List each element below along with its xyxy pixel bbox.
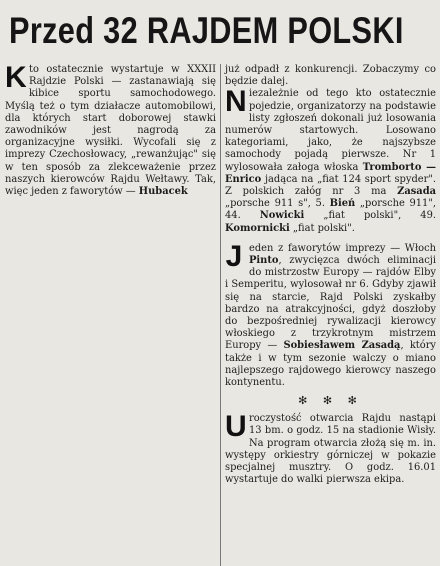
paragraph-3-text-b: , zwycięzca dwóch eliminacji do mistrzostw Europy — rajdów Elby i Semperitu, wylosował nr 6. Gdyby zjawił się na starcie, Rajd Polski zyskałby bardzo na atrakcyjności, gdyż doszłoby do bezpośredniej rywalizacji kierowcy włoskiego z trzykrotnym mistrzem Europy — <box>225 255 436 352</box>
paragraph-3 <box>225 239 437 389</box>
dropcap-n: N <box>225 85 247 119</box>
paragraph-4-text: roczystość otwarcia Rajdu nastąpi 13 bm. o godz. 15 na stadionie Wisły. Na program otwarcia złożą się m. in. występy orkiestry górniczej w pokazie specjalnej musztry. O godz. 16.01 wystartuje do walki pierwsza ekipa. <box>225 413 436 486</box>
paragraph-3-text-a: eden z faworytów imprezy — Włoch <box>249 242 436 254</box>
paragraph-1-text: to ostatecznie wystartuje w XXXII Rajdzie Polski — zastanawiają się kibice sportu samochodowego. Myślą też o tym działacze automobilowi, dla których start doborowej stawki zawodników jest nagrodą za organizacyjne wysiłki. Wycofali się z imprezy Czechosłowacy, „rewanżując" się w ten sposób za zlekceważenie przez naszych kierowców Rajdu Wełtawy. Tak, więc jeden z faworytów — <box>5 64 216 198</box>
name-nowicki: Nowicki <box>259 210 305 222</box>
paragraph-2-text-a: iezależnie od tego kto ostatecznie pojedzie, organizatorzy na podstawie listy zgłoszeń dokonali już losowania numerów startowych. Losowano kategoriami, jako, że najszybsze samochody pojadą pierwsze. Nr 1 wylosowała załoga włoska <box>225 88 436 173</box>
headline: Przed 32 RAJDEM POLSKI <box>9 10 404 51</box>
paragraph-2-text-d: „porsche 911", 44. <box>225 198 437 222</box>
continuation-text: już odpadł z konkurencji. Zobaczymy co będzie dalej. <box>225 64 436 88</box>
dropcap-j: J <box>225 239 243 273</box>
name-komornicki: Komornicki <box>225 222 290 234</box>
paragraph-3-text-c: , który także i w tym sezonie walczy o miano najlepszego rajdowego kierowcy naszego kontynentu. <box>225 340 437 389</box>
section-separator: ✻ ✻ ✻ <box>298 394 363 408</box>
right-column <box>220 64 436 566</box>
paragraph-2-text-f: „fiat polski". <box>292 222 355 234</box>
paragraph-2-text-b: jadąca na „fiat 124 sport spyder". Z polskich załóg nr 3 ma <box>225 173 437 198</box>
paragraph-2 <box>225 85 437 234</box>
paragraph-2-text-c: „porsche 911 s", 5. <box>225 198 325 210</box>
paragraph-1 <box>5 61 216 198</box>
dropcap-k: K <box>5 61 27 94</box>
paragraph-gap <box>225 235 436 243</box>
name-zasada: Zasada <box>397 186 436 198</box>
name-hubacek: Hubacek <box>138 186 188 198</box>
name-bien: Bień <box>329 198 356 210</box>
paragraph-4 <box>225 410 436 486</box>
name-pinto: Pinto <box>249 255 279 267</box>
left-column <box>5 61 220 566</box>
name-sobieslaw-zasada: Sobiesławem Zasadą <box>283 340 401 352</box>
paragraph-2-text-e: „fiat polski", 49. <box>323 210 437 222</box>
dropcap-u: U <box>225 410 247 444</box>
name-tromborto: Tromborto — Enrico <box>225 161 437 185</box>
article-columns <box>5 61 437 566</box>
